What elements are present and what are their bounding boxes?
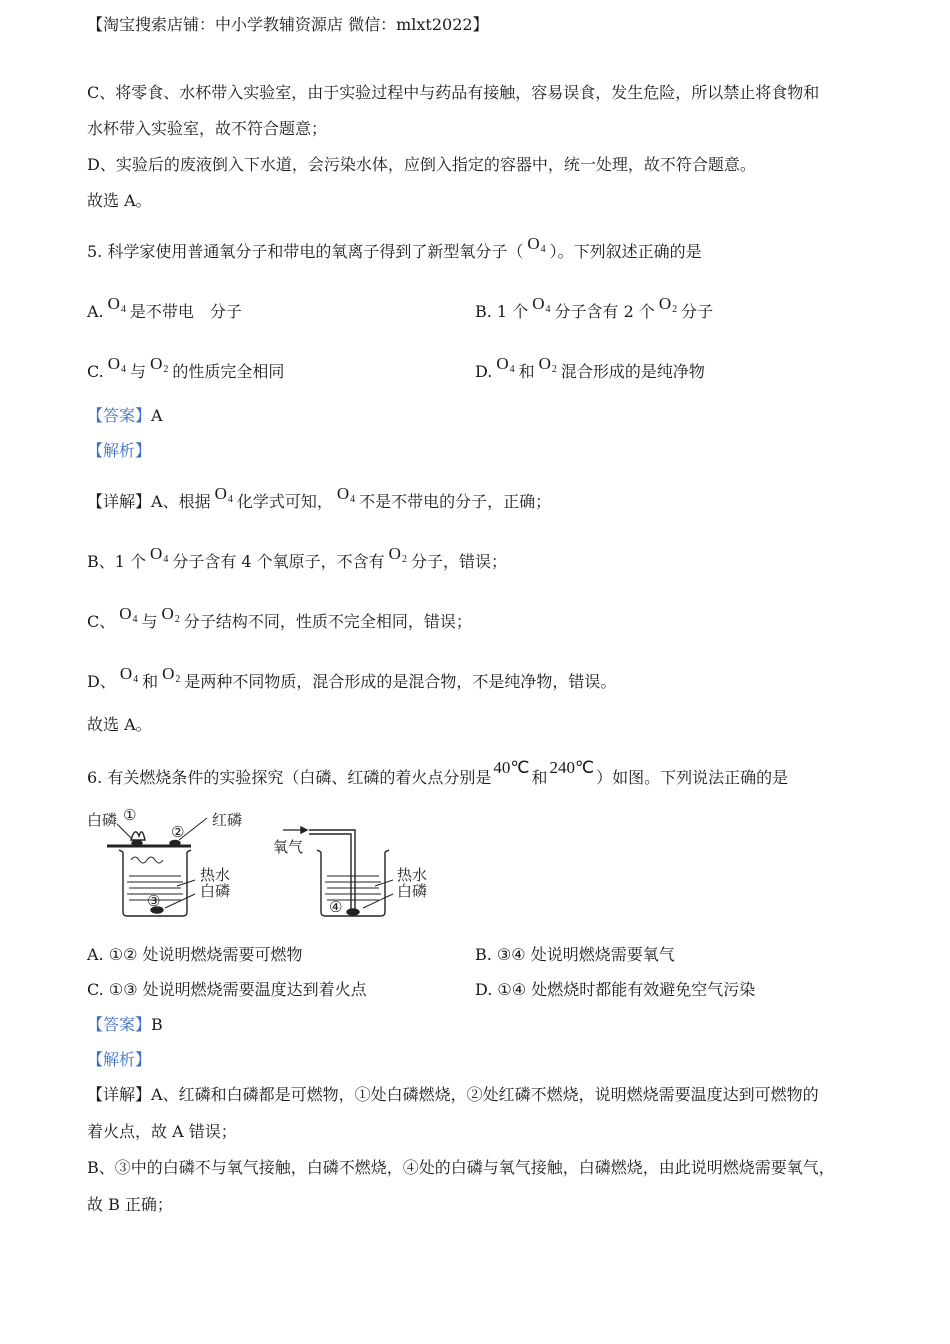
formula-o4: $O_4$ — [532, 294, 551, 315]
q6-detail-a-line2: 着火点，故 A 错误； — [87, 1122, 237, 1141]
prev-option-c-line2: 水杯带入实验室，故不符合题意； — [87, 119, 328, 138]
formula-o4: $O_4$ — [119, 664, 139, 685]
formula-o2: $O_2$ — [161, 604, 180, 625]
q5-detail-c: C、 $O_4$ 与 $O_2$ 分子结构不同，性质不完全相同，错误； — [87, 604, 472, 631]
label-white-phosphorus: 白磷 — [87, 811, 118, 829]
formula-o4: $O_4$ — [107, 294, 126, 315]
prev-choose: 故选 A。 — [87, 191, 152, 210]
q5-detail-a: 【详解】A、根据 $O_4$ 化学式可知， $O_4$ 不是不带电的分子，正确； — [87, 484, 552, 511]
label-circle-1: ① — [123, 806, 137, 824]
red-phosphorus-2 — [170, 841, 180, 846]
formula-o4: $O_4$ — [496, 354, 515, 375]
q6-option-c: C. ①③ 处说明燃烧需要温度达到着火点 — [87, 980, 367, 999]
formula-o4: $O_4$ — [150, 544, 169, 565]
q5-analysis-tag: 【解析】 — [87, 441, 152, 460]
label-white-phosphorus-3: 白磷 — [397, 882, 428, 900]
formula-o4: $O_4$ — [527, 234, 546, 255]
q5-answer: 【答案】A — [87, 406, 163, 425]
q6-stem: 6. 有关燃烧条件的实验探究（白磷、红磷的着火点分别是40℃和240℃）如图。下列说法正确的是 — [87, 758, 789, 787]
q6-detail-b-line1: B、③中的白磷不与氧气接触，白磷不燃烧，④处的白磷与氧气接触，白磷燃烧，由此说明燃烧需要氧气， — [87, 1158, 835, 1177]
formula-o4: $O_4$ — [336, 484, 356, 505]
label-hot-water: 热水 — [200, 866, 231, 884]
q6-option-a: A. ①② 处说明燃烧需要可燃物 — [87, 945, 303, 964]
label-red-phosphorus: 红磷 — [212, 811, 243, 829]
experiment-figure — [87, 802, 447, 928]
white-phosphorus-1 — [132, 841, 142, 846]
prev-option-d-line: D、实验后的废液倒入下水道，会污染水体，应倒入指定的容器中，统一处理，故不符合题意。 — [87, 155, 756, 174]
flame-icon — [131, 832, 145, 840]
label-circle-2: ② — [171, 823, 185, 841]
q5-detail-b: B、1 个 $O_4$ 分子含有 4 个氧原子，不含有 $O_2$ 分子，错误； — [87, 544, 507, 571]
q6-answer: 【答案】B — [87, 1015, 163, 1034]
arrow-icon — [301, 827, 307, 833]
q6-analysis-tag: 【解析】 — [87, 1050, 152, 1069]
formula-o2: $O_2$ — [658, 294, 678, 315]
temperature-white-p: 40℃ — [493, 758, 530, 777]
formula-o2: $O_2$ — [150, 354, 169, 375]
formula-o4: $O_4$ — [214, 484, 233, 505]
label-oxygen: 氧气 — [273, 838, 304, 856]
formula-o4: $O_4$ — [107, 354, 127, 375]
label-circle-4: ④ — [329, 898, 343, 916]
q6-detail-a-line1: 【详解】A、红磷和白磷都是可燃物，①处白磷燃烧，②处红磷不燃烧，说明燃烧需要温度达到可燃物的 — [87, 1085, 819, 1104]
label-white-phosphorus-2: 白磷 — [200, 882, 231, 900]
white-phosphorus-4 — [347, 909, 359, 915]
formula-o2: $O_2$ — [538, 354, 557, 375]
formula-o2: $O_2$ — [162, 664, 181, 685]
q5-option-a: A. $O_4$ 是不带电 分子 — [87, 294, 242, 321]
q5-option-c: C. $O_4$ 与 $O_2$ 的性质完全相同 — [87, 354, 285, 381]
formula-o4: $O_4$ — [119, 604, 138, 625]
combustion-apparatus-diagram — [87, 802, 447, 924]
q6-detail-b-line2: 故 B 正确； — [87, 1195, 173, 1214]
q5-detail-d: D、 $O_4$ 和 $O_2$ 是两种不同物质，混合形成的是混合物，不是纯净物，错误。 — [87, 664, 617, 691]
q5-option-b: B. 1 个 $O_4$ 分子含有 2 个 $O_2$ 分子 — [475, 294, 714, 321]
label-circle-3: ③ — [147, 892, 161, 910]
prev-option-c-line1: C、将零食、水杯带入实验室，由于实验过程中与药品有接触，容易误食，发生危险，所以禁止将食物和 — [87, 83, 820, 102]
temperature-red-p: 240℃ — [549, 758, 595, 777]
q5-option-d: D. $O_4$ 和 $O_2$ 混合形成的是纯净物 — [475, 354, 705, 381]
header-banner: 【淘宝搜索店铺：中小学教辅资源店 微信：mlxt2022】 — [87, 15, 489, 34]
q6-option-b: B. ③④ 处说明燃烧需要氧气 — [475, 945, 675, 964]
formula-o2: $O_2$ — [388, 544, 407, 565]
label-hot-water-2: 热水 — [397, 866, 428, 884]
q5-stem: 5. 科学家使用普通氧分子和带电的氧离子得到了新型氧分子（ $O_4$ ）。下列叙述正确的是 — [87, 234, 702, 261]
q5-choose: 故选 A。 — [87, 715, 152, 734]
q6-option-d: D. ①④ 处燃烧时都能有效避免空气污染 — [475, 980, 756, 999]
